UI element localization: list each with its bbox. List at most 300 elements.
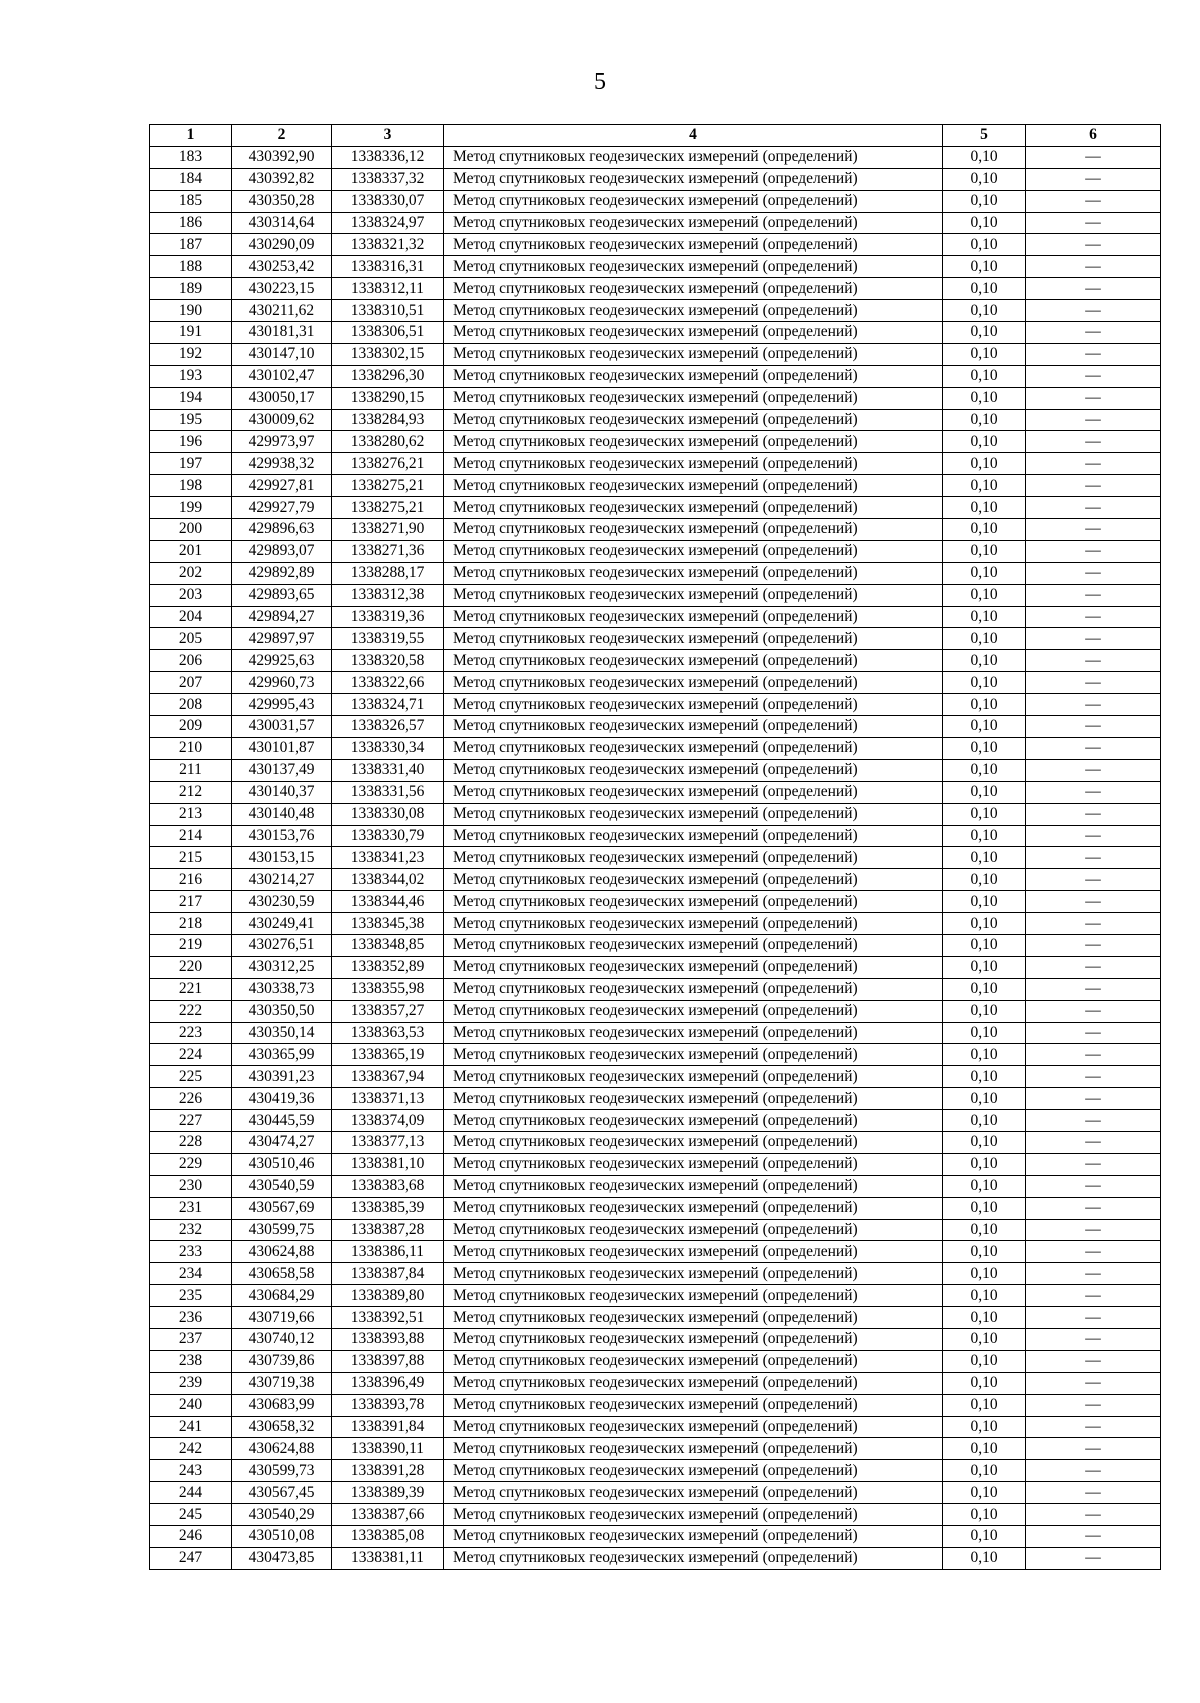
y-coordinate-cell: 1338381,11: [332, 1547, 444, 1569]
description-cell: —: [1026, 584, 1161, 606]
point-number-cell: 186: [150, 212, 232, 234]
table-row: [150, 1372, 1161, 1394]
x-coordinate-cell: 430392,82: [232, 168, 332, 190]
description-cell: —: [1026, 1394, 1161, 1416]
method-cell: Метод спутниковых геодезических измерений (определений): [444, 256, 943, 278]
x-coordinate-cell: 430276,51: [232, 934, 332, 956]
description-cell: —: [1026, 1044, 1161, 1066]
table-row: [150, 1482, 1161, 1504]
y-coordinate-cell: 1338383,68: [332, 1175, 444, 1197]
method-cell: Метод спутниковых геодезических измерений (определений): [444, 1328, 943, 1350]
description-cell: —: [1026, 1022, 1161, 1044]
table-row: [150, 343, 1161, 365]
table-row: [150, 1175, 1161, 1197]
x-coordinate-cell: 430719,66: [232, 1307, 332, 1329]
table-row: [150, 431, 1161, 453]
accuracy-cell: 0,10: [943, 409, 1026, 431]
description-cell: —: [1026, 1350, 1161, 1372]
table-row: [150, 190, 1161, 212]
y-coordinate-cell: 1338271,36: [332, 540, 444, 562]
accuracy-cell: 0,10: [943, 650, 1026, 672]
point-number-cell: 193: [150, 365, 232, 387]
x-coordinate-cell: 430249,41: [232, 913, 332, 935]
point-number-cell: 189: [150, 278, 232, 300]
x-coordinate-cell: 430365,99: [232, 1044, 332, 1066]
x-coordinate-cell: 430223,15: [232, 278, 332, 300]
table-row: [150, 1547, 1161, 1569]
description-cell: —: [1026, 475, 1161, 497]
point-number-cell: 233: [150, 1241, 232, 1263]
y-coordinate-cell: 1338341,23: [332, 847, 444, 869]
accuracy-cell: 0,10: [943, 1044, 1026, 1066]
point-number-cell: 191: [150, 322, 232, 344]
accuracy-cell: 0,10: [943, 300, 1026, 322]
x-coordinate-cell: 430658,32: [232, 1416, 332, 1438]
x-coordinate-cell: 430102,47: [232, 365, 332, 387]
table-row: [150, 1088, 1161, 1110]
accuracy-cell: 0,10: [943, 1460, 1026, 1482]
description-cell: —: [1026, 716, 1161, 738]
description-cell: —: [1026, 1547, 1161, 1569]
x-coordinate-cell: 430214,27: [232, 869, 332, 891]
x-coordinate-cell: 429927,81: [232, 475, 332, 497]
y-coordinate-cell: 1338290,15: [332, 387, 444, 409]
table-row: [150, 322, 1161, 344]
point-number-cell: 183: [150, 146, 232, 168]
y-coordinate-cell: 1338319,55: [332, 628, 444, 650]
method-cell: Метод спутниковых геодезических измерений (определений): [444, 278, 943, 300]
x-coordinate-cell: 430419,36: [232, 1088, 332, 1110]
accuracy-cell: 0,10: [943, 190, 1026, 212]
x-coordinate-cell: 430314,64: [232, 212, 332, 234]
method-cell: Метод спутниковых геодезических измерений (определений): [444, 365, 943, 387]
y-coordinate-cell: 1338377,13: [332, 1131, 444, 1153]
point-number-cell: 242: [150, 1438, 232, 1460]
x-coordinate-cell: 430153,15: [232, 847, 332, 869]
x-coordinate-cell: 429938,32: [232, 453, 332, 475]
y-coordinate-cell: 1338331,56: [332, 781, 444, 803]
x-coordinate-cell: 430684,29: [232, 1285, 332, 1307]
accuracy-cell: 0,10: [943, 343, 1026, 365]
accuracy-cell: 0,10: [943, 847, 1026, 869]
method-cell: Метод спутниковых геодезических измерений (определений): [444, 540, 943, 562]
accuracy-cell: 0,10: [943, 1547, 1026, 1569]
y-coordinate-cell: 1338393,88: [332, 1328, 444, 1350]
method-cell: Метод спутниковых геодезических измерений (определений): [444, 562, 943, 584]
y-coordinate-cell: 1338296,30: [332, 365, 444, 387]
accuracy-cell: 0,10: [943, 1131, 1026, 1153]
x-coordinate-cell: 430510,08: [232, 1526, 332, 1548]
table-row: [150, 212, 1161, 234]
x-coordinate-cell: 430147,10: [232, 343, 332, 365]
table-row: [150, 803, 1161, 825]
table-row: [150, 672, 1161, 694]
description-cell: —: [1026, 737, 1161, 759]
y-coordinate-cell: 1338306,51: [332, 322, 444, 344]
table-row: [150, 1044, 1161, 1066]
method-cell: Метод спутниковых геодезических измерений (определений): [444, 803, 943, 825]
accuracy-cell: 0,10: [943, 562, 1026, 584]
method-cell: Метод спутниковых геодезических измерений (определений): [444, 343, 943, 365]
x-coordinate-cell: 430230,59: [232, 891, 332, 913]
point-number-cell: 232: [150, 1219, 232, 1241]
accuracy-cell: 0,10: [943, 322, 1026, 344]
point-number-cell: 238: [150, 1350, 232, 1372]
accuracy-cell: 0,10: [943, 825, 1026, 847]
x-coordinate-cell: 430624,88: [232, 1241, 332, 1263]
point-number-cell: 204: [150, 606, 232, 628]
table-row: [150, 584, 1161, 606]
point-number-cell: 241: [150, 1416, 232, 1438]
description-cell: —: [1026, 343, 1161, 365]
accuracy-cell: 0,10: [943, 759, 1026, 781]
x-coordinate-cell: 430312,25: [232, 956, 332, 978]
point-number-cell: 235: [150, 1285, 232, 1307]
table-row: [150, 1241, 1161, 1263]
accuracy-cell: 0,10: [943, 737, 1026, 759]
point-number-cell: 228: [150, 1131, 232, 1153]
y-coordinate-cell: 1338271,90: [332, 519, 444, 541]
accuracy-cell: 0,10: [943, 387, 1026, 409]
point-number-cell: 205: [150, 628, 232, 650]
point-number-cell: 247: [150, 1547, 232, 1569]
x-coordinate-cell: 430050,17: [232, 387, 332, 409]
x-coordinate-cell: 430031,57: [232, 716, 332, 738]
accuracy-cell: 0,10: [943, 803, 1026, 825]
table-row: [150, 1022, 1161, 1044]
y-coordinate-cell: 1338387,66: [332, 1504, 444, 1526]
y-coordinate-cell: 1338391,28: [332, 1460, 444, 1482]
description-cell: —: [1026, 781, 1161, 803]
method-cell: Метод спутниковых геодезических измерений (определений): [444, 1044, 943, 1066]
x-coordinate-cell: 430445,59: [232, 1110, 332, 1132]
x-coordinate-cell: 429927,79: [232, 497, 332, 519]
description-cell: —: [1026, 1504, 1161, 1526]
x-coordinate-cell: 430140,37: [232, 781, 332, 803]
method-cell: Метод спутниковых геодезических измерений (определений): [444, 146, 943, 168]
accuracy-cell: 0,10: [943, 1219, 1026, 1241]
x-coordinate-cell: 430181,31: [232, 322, 332, 344]
description-cell: —: [1026, 1000, 1161, 1022]
method-cell: Метод спутниковых геодезических измерений (определений): [444, 1526, 943, 1548]
accuracy-cell: 0,10: [943, 365, 1026, 387]
x-coordinate-cell: 430599,73: [232, 1460, 332, 1482]
method-cell: Метод спутниковых геодезических измерений (определений): [444, 168, 943, 190]
y-coordinate-cell: 1338357,27: [332, 1000, 444, 1022]
accuracy-cell: 0,10: [943, 891, 1026, 913]
method-cell: Метод спутниковых геодезических измерений (определений): [444, 737, 943, 759]
y-coordinate-cell: 1338275,21: [332, 497, 444, 519]
x-coordinate-cell: 429893,07: [232, 540, 332, 562]
description-cell: —: [1026, 1088, 1161, 1110]
y-coordinate-cell: 1338365,19: [332, 1044, 444, 1066]
point-number-cell: 210: [150, 737, 232, 759]
point-number-cell: 245: [150, 1504, 232, 1526]
point-number-cell: 214: [150, 825, 232, 847]
accuracy-cell: 0,10: [943, 781, 1026, 803]
point-number-cell: 226: [150, 1088, 232, 1110]
x-coordinate-cell: 430540,29: [232, 1504, 332, 1526]
x-coordinate-cell: 430599,75: [232, 1219, 332, 1241]
method-cell: Метод спутниковых геодезических измерений (определений): [444, 322, 943, 344]
point-number-cell: 194: [150, 387, 232, 409]
table-row: [150, 1460, 1161, 1482]
x-coordinate-cell: 430101,87: [232, 737, 332, 759]
description-cell: —: [1026, 1372, 1161, 1394]
point-number-cell: 209: [150, 716, 232, 738]
accuracy-cell: 0,10: [943, 1504, 1026, 1526]
table-row: [150, 1328, 1161, 1350]
y-coordinate-cell: 1338371,13: [332, 1088, 444, 1110]
method-cell: Метод спутниковых геодезических измерений (определений): [444, 913, 943, 935]
point-number-cell: 223: [150, 1022, 232, 1044]
table-row: [150, 847, 1161, 869]
x-coordinate-cell: 429892,89: [232, 562, 332, 584]
table-row: [150, 891, 1161, 913]
method-cell: Метод спутниковых геодезических измерений (определений): [444, 1022, 943, 1044]
method-cell: Метод спутниковых геодезических измерений (определений): [444, 694, 943, 716]
description-cell: —: [1026, 1263, 1161, 1285]
description-cell: —: [1026, 212, 1161, 234]
point-number-cell: 202: [150, 562, 232, 584]
x-coordinate-cell: 430009,62: [232, 409, 332, 431]
description-cell: —: [1026, 562, 1161, 584]
point-number-cell: 230: [150, 1175, 232, 1197]
point-number-cell: 197: [150, 453, 232, 475]
table-row: [150, 781, 1161, 803]
x-coordinate-cell: 430290,09: [232, 234, 332, 256]
method-cell: Метод спутниковых геодезических измерений (определений): [444, 978, 943, 1000]
method-cell: Метод спутниковых геодезических измерений (определений): [444, 1153, 943, 1175]
accuracy-cell: 0,10: [943, 212, 1026, 234]
table-row: [150, 913, 1161, 935]
table-row: [150, 1285, 1161, 1307]
y-coordinate-cell: 1338330,08: [332, 803, 444, 825]
table-row: [150, 387, 1161, 409]
method-cell: Метод спутниковых геодезических измерений (определений): [444, 956, 943, 978]
accuracy-cell: 0,10: [943, 1416, 1026, 1438]
point-number-cell: 211: [150, 759, 232, 781]
y-coordinate-cell: 1338322,66: [332, 672, 444, 694]
x-coordinate-cell: 430658,58: [232, 1263, 332, 1285]
point-number-cell: 215: [150, 847, 232, 869]
y-coordinate-cell: 1338381,10: [332, 1153, 444, 1175]
table-row: [150, 934, 1161, 956]
description-cell: —: [1026, 628, 1161, 650]
method-cell: Метод спутниковых геодезических измерений (определений): [444, 1066, 943, 1088]
table-row: [150, 1219, 1161, 1241]
method-cell: Метод спутниковых геодезических измерений (определений): [444, 1438, 943, 1460]
method-cell: Метод спутниковых геодезических измерений (определений): [444, 1175, 943, 1197]
point-number-cell: 212: [150, 781, 232, 803]
y-coordinate-cell: 1338324,97: [332, 212, 444, 234]
method-cell: Метод спутниковых геодезических измерений (определений): [444, 1088, 943, 1110]
method-cell: Метод спутниковых геодезических измерений (определений): [444, 606, 943, 628]
accuracy-cell: 0,10: [943, 278, 1026, 300]
x-coordinate-cell: 429896,63: [232, 519, 332, 541]
method-cell: Метод спутниковых геодезических измерений (определений): [444, 891, 943, 913]
y-coordinate-cell: 1338312,11: [332, 278, 444, 300]
point-number-cell: 203: [150, 584, 232, 606]
point-number-cell: 220: [150, 956, 232, 978]
coordinates-table: [149, 124, 1161, 1570]
y-coordinate-cell: 1338284,93: [332, 409, 444, 431]
point-number-cell: 196: [150, 431, 232, 453]
y-coordinate-cell: 1338302,15: [332, 343, 444, 365]
x-coordinate-cell: 430740,12: [232, 1328, 332, 1350]
method-cell: Метод спутниковых геодезических измерений (определений): [444, 781, 943, 803]
description-cell: —: [1026, 869, 1161, 891]
x-coordinate-cell: 430624,88: [232, 1438, 332, 1460]
point-number-cell: 199: [150, 497, 232, 519]
accuracy-cell: 0,10: [943, 1394, 1026, 1416]
y-coordinate-cell: 1338331,40: [332, 759, 444, 781]
y-coordinate-cell: 1338320,58: [332, 650, 444, 672]
description-cell: —: [1026, 146, 1161, 168]
description-cell: —: [1026, 278, 1161, 300]
method-cell: Метод спутниковых геодезических измерений (определений): [444, 825, 943, 847]
x-coordinate-cell: 430392,90: [232, 146, 332, 168]
accuracy-cell: 0,10: [943, 1263, 1026, 1285]
table-row: [150, 1307, 1161, 1329]
description-cell: —: [1026, 1307, 1161, 1329]
x-coordinate-cell: 430350,14: [232, 1022, 332, 1044]
accuracy-cell: 0,10: [943, 1307, 1026, 1329]
y-coordinate-cell: 1338386,11: [332, 1241, 444, 1263]
y-coordinate-cell: 1338385,08: [332, 1526, 444, 1548]
method-cell: Метод спутниковых геодезических измерений (определений): [444, 1350, 943, 1372]
point-number-cell: 219: [150, 934, 232, 956]
description-cell: —: [1026, 1219, 1161, 1241]
point-number-cell: 190: [150, 300, 232, 322]
description-cell: —: [1026, 322, 1161, 344]
column-header: 5: [943, 125, 1026, 147]
method-cell: Метод спутниковых геодезических измерений (определений): [444, 1460, 943, 1482]
table-row: [150, 956, 1161, 978]
point-number-cell: 225: [150, 1066, 232, 1088]
description-cell: —: [1026, 1482, 1161, 1504]
x-coordinate-cell: 430338,73: [232, 978, 332, 1000]
method-cell: Метод спутниковых геодезических измерений (определений): [444, 1000, 943, 1022]
accuracy-cell: 0,10: [943, 606, 1026, 628]
table-row: [150, 497, 1161, 519]
accuracy-cell: 0,10: [943, 1526, 1026, 1548]
table-row: [150, 628, 1161, 650]
method-cell: Метод спутниковых геодезических измерений (определений): [444, 190, 943, 212]
description-cell: —: [1026, 803, 1161, 825]
y-coordinate-cell: 1338326,57: [332, 716, 444, 738]
y-coordinate-cell: 1338337,32: [332, 168, 444, 190]
y-coordinate-cell: 1338387,28: [332, 1219, 444, 1241]
point-number-cell: 224: [150, 1044, 232, 1066]
method-cell: Метод спутниковых геодезических измерений (определений): [444, 234, 943, 256]
method-cell: Метод спутниковых геодезических измерений (определений): [444, 453, 943, 475]
accuracy-cell: 0,10: [943, 1088, 1026, 1110]
description-cell: —: [1026, 1131, 1161, 1153]
y-coordinate-cell: 1338387,84: [332, 1263, 444, 1285]
method-cell: Метод спутниковых геодезических измерений (определений): [444, 1219, 943, 1241]
point-number-cell: 200: [150, 519, 232, 541]
point-number-cell: 246: [150, 1526, 232, 1548]
method-cell: Метод спутниковых геодезических измерений (определений): [444, 1482, 943, 1504]
method-cell: Метод спутниковых геодезических измерений (определений): [444, 1241, 943, 1263]
table-row: [150, 300, 1161, 322]
accuracy-cell: 0,10: [943, 475, 1026, 497]
method-cell: Метод спутниковых геодезических измерений (определений): [444, 497, 943, 519]
y-coordinate-cell: 1338390,11: [332, 1438, 444, 1460]
description-cell: —: [1026, 956, 1161, 978]
y-coordinate-cell: 1338344,46: [332, 891, 444, 913]
y-coordinate-cell: 1338367,94: [332, 1066, 444, 1088]
accuracy-cell: 0,10: [943, 934, 1026, 956]
accuracy-cell: 0,10: [943, 628, 1026, 650]
accuracy-cell: 0,10: [943, 1153, 1026, 1175]
description-cell: —: [1026, 1526, 1161, 1548]
y-coordinate-cell: 1338385,39: [332, 1197, 444, 1219]
table-row: [150, 1263, 1161, 1285]
method-cell: Метод спутниковых геодезических измерений (определений): [444, 409, 943, 431]
table-row: [150, 1110, 1161, 1132]
column-header: 6: [1026, 125, 1161, 147]
point-number-cell: 236: [150, 1307, 232, 1329]
method-cell: Метод спутниковых геодезических измерений (определений): [444, 716, 943, 738]
method-cell: Метод спутниковых геодезических измерений (определений): [444, 431, 943, 453]
y-coordinate-cell: 1338391,84: [332, 1416, 444, 1438]
accuracy-cell: 0,10: [943, 716, 1026, 738]
table-row: [150, 168, 1161, 190]
y-coordinate-cell: 1338344,02: [332, 869, 444, 891]
accuracy-cell: 0,10: [943, 168, 1026, 190]
x-coordinate-cell: 430540,59: [232, 1175, 332, 1197]
description-cell: —: [1026, 540, 1161, 562]
point-number-cell: 213: [150, 803, 232, 825]
description-cell: —: [1026, 694, 1161, 716]
x-coordinate-cell: 429893,65: [232, 584, 332, 606]
y-coordinate-cell: 1338348,85: [332, 934, 444, 956]
x-coordinate-cell: 429995,43: [232, 694, 332, 716]
table-row: [150, 1438, 1161, 1460]
y-coordinate-cell: 1338392,51: [332, 1307, 444, 1329]
table-row: [150, 146, 1161, 168]
method-cell: Метод спутниковых геодезических измерений (определений): [444, 1372, 943, 1394]
description-cell: —: [1026, 1285, 1161, 1307]
table-row: [150, 869, 1161, 891]
x-coordinate-cell: 429894,27: [232, 606, 332, 628]
accuracy-cell: 0,10: [943, 1066, 1026, 1088]
method-cell: Метод спутниковых геодезических измерений (определений): [444, 1394, 943, 1416]
method-cell: Метод спутниковых геодезических измерений (определений): [444, 1131, 943, 1153]
accuracy-cell: 0,10: [943, 1022, 1026, 1044]
point-number-cell: 201: [150, 540, 232, 562]
table-row: [150, 606, 1161, 628]
y-coordinate-cell: 1338312,38: [332, 584, 444, 606]
table-row: [150, 759, 1161, 781]
description-cell: —: [1026, 409, 1161, 431]
x-coordinate-cell: 430391,23: [232, 1066, 332, 1088]
table-row: [150, 519, 1161, 541]
method-cell: Метод спутниковых геодезических измерений (определений): [444, 584, 943, 606]
point-number-cell: 239: [150, 1372, 232, 1394]
table-row: [150, 453, 1161, 475]
accuracy-cell: 0,10: [943, 1328, 1026, 1350]
method-cell: Метод спутниковых геодезических измерений (определений): [444, 759, 943, 781]
method-cell: Метод спутниковых геодезических измерений (определений): [444, 869, 943, 891]
column-header: 3: [332, 125, 444, 147]
table-row: [150, 716, 1161, 738]
x-coordinate-cell: 429960,73: [232, 672, 332, 694]
y-coordinate-cell: 1338319,36: [332, 606, 444, 628]
accuracy-cell: 0,10: [943, 913, 1026, 935]
